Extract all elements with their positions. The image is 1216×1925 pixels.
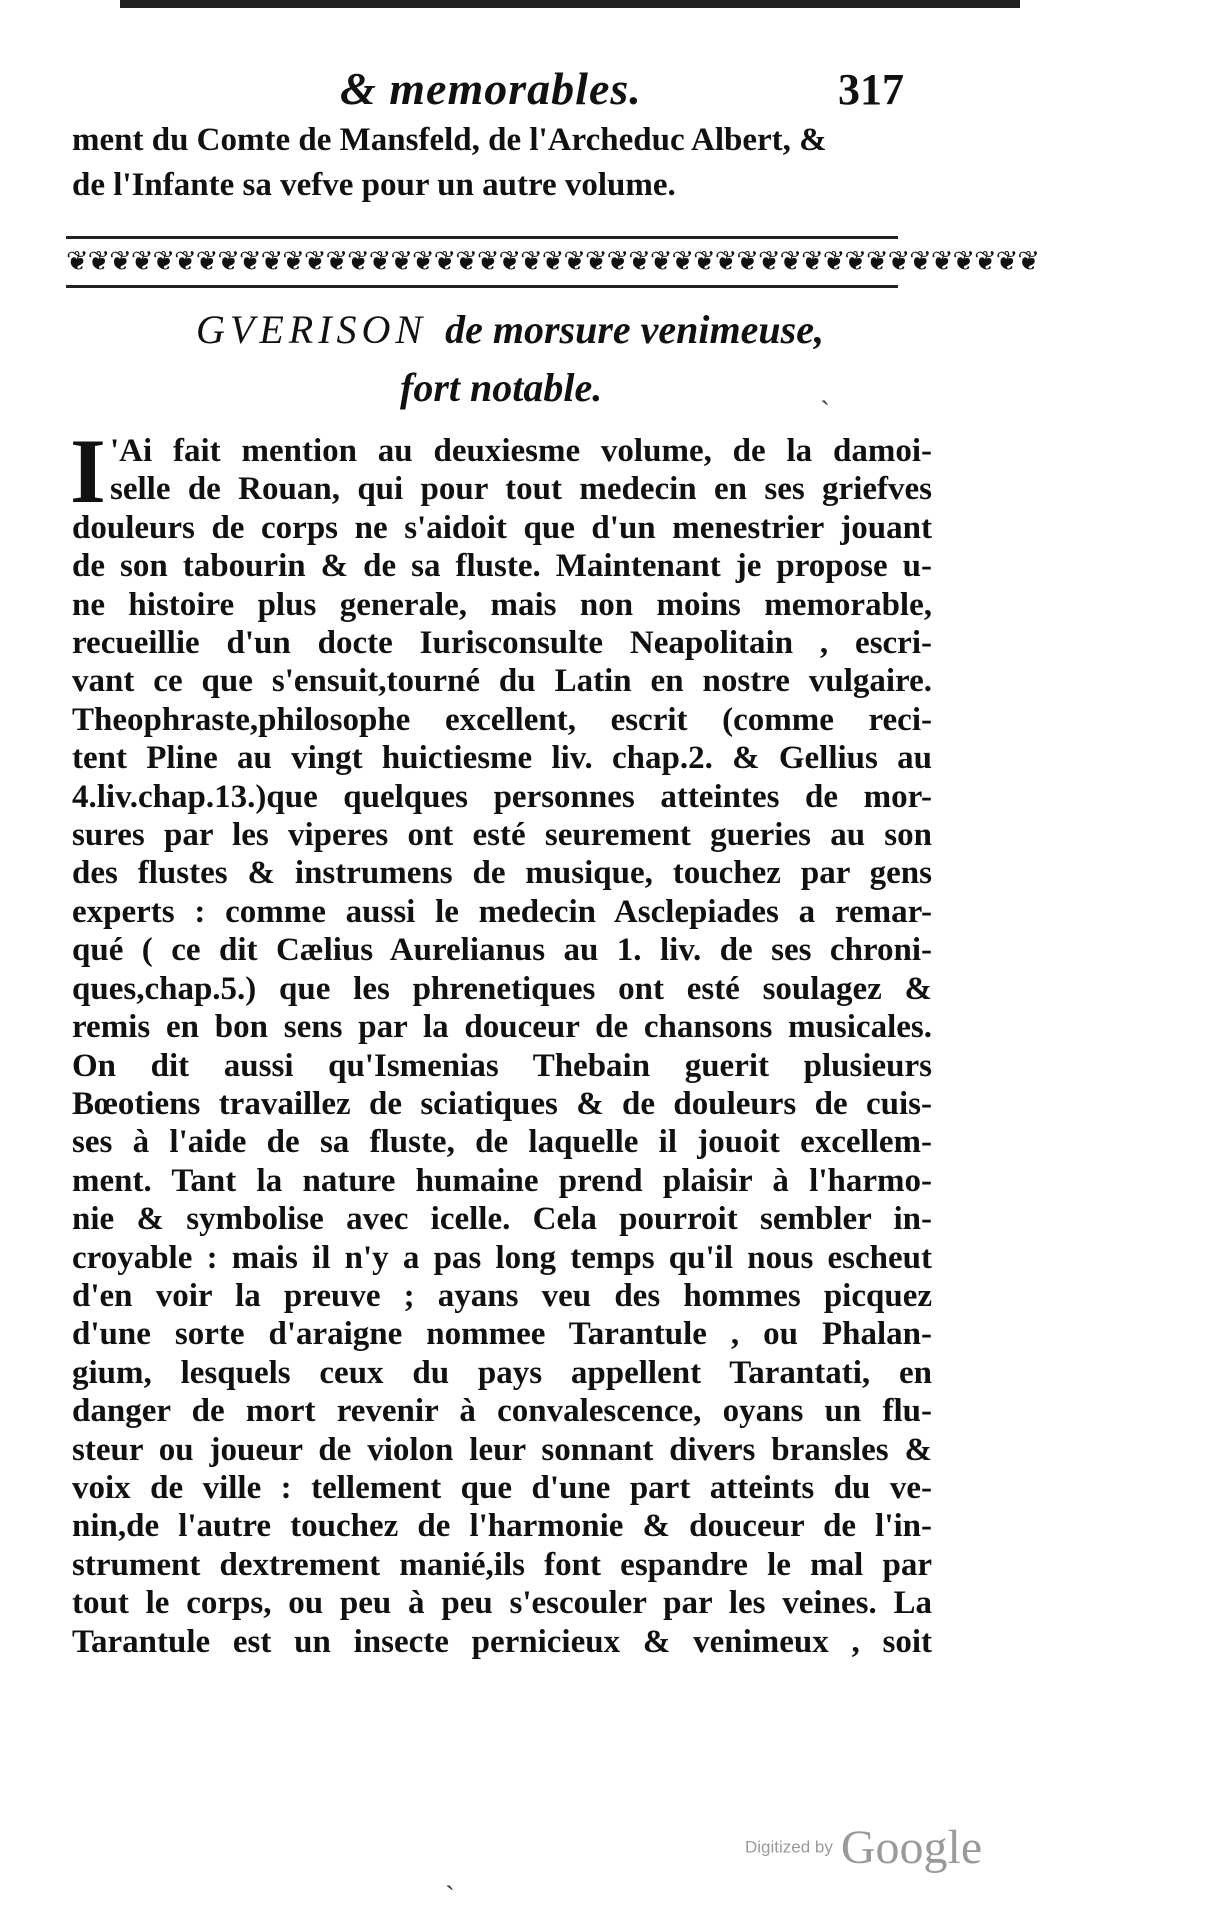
text-line: On dit aussi qu'Ismenias Thebain guerit plusieurs xyxy=(72,1047,932,1084)
text-line: des flustes & instrumens de musique, touchez par gens xyxy=(72,855,932,892)
text-line: ques,chap.5.) que les phrenetiques ont esté soulagez & xyxy=(72,970,932,1007)
text-line: ment. Tant la nature humaine prend plaisir à l'harmo- xyxy=(72,1162,932,1199)
decorative-ornament-band: ❦❦❦❦❦❦❦❦❦❦❦❦❦❦❦❦❦❦❦❦❦❦❦❦❦❦❦❦❦❦❦❦❦❦❦❦❦❦❦❦❦❦❦❦❦ xyxy=(66,236,898,288)
text-line: de son tabourin & de sa fluste. Maintenant je propose u- xyxy=(72,548,932,585)
page-header xyxy=(0,62,1216,126)
text-line: vant ce que s'ensuit,tourné du Latin en nostre vulgaire. xyxy=(72,663,932,700)
text-line: croyable : mais il n'y a pas long temps qu'il nous escheut xyxy=(72,1239,932,1276)
continued-paragraph xyxy=(72,118,932,208)
text-line: experts : comme aussi le medecin Asclepiades a remar- xyxy=(72,893,932,930)
text-line: ne histoire plus generale, mais non moins memorable, xyxy=(72,586,932,623)
text-line: nie & symbolise avec icelle. Cela pourroit sembler in- xyxy=(72,1201,932,1238)
text-line: remis en bon sens par la douceur de chansons musicales. xyxy=(72,1009,932,1046)
title-line-2: fort notable. xyxy=(400,365,603,410)
google-logo: Google xyxy=(840,1821,983,1874)
text-line: recueillie d'un docte Iurisconsulte Neapolitain , escri- xyxy=(72,625,932,662)
text-line: Tarantule est un insecte pernicieux & venimeux , soit xyxy=(72,1623,932,1660)
digitized-watermark xyxy=(745,1820,982,1875)
text-line: 'Ai fait mention au deuxiesme volume, de la damoi- xyxy=(110,433,932,469)
text-line: d'en voir la preuve ; ayans veu des hommes picquez xyxy=(72,1277,932,1314)
text-line: qué ( ce dit Cælius Aurelianus au 1. liv. de ses chroni- xyxy=(72,932,932,969)
text-line: strument dextrement manié,ils font espandre le mal par xyxy=(72,1546,932,1583)
text-line: d'une sorte d'araigne nommee Tarantule , ou Phalan- xyxy=(72,1316,932,1353)
text-line: douleurs de corps ne s'aidoit que d'un menestrier jouant xyxy=(72,509,932,546)
text-line: gium, lesquels ceux du pays appellent Tarantati, en xyxy=(72,1354,932,1391)
text-line: 4.liv.chap.13.)que quelques personnes atteintes de mor- xyxy=(72,778,932,815)
title-italic: de morsure venimeuse, xyxy=(445,307,824,352)
text-line: tent Pline au vingt huictiesme liv. chap.2. & Gellius au xyxy=(72,740,932,777)
text-line: steur ou joueur de violon leur sonnant divers bransles & xyxy=(72,1431,932,1468)
body-paragraph xyxy=(72,432,932,1661)
text-line: nin,de l'autre touchez de l'harmonie & douceur de l'in- xyxy=(72,1508,932,1545)
text-line: ment du Comte de Mansfeld, de l'Archeduc Albert, & xyxy=(72,122,827,158)
page-number: 317 xyxy=(838,65,904,114)
stray-ink-mark: ˋ xyxy=(445,1880,455,1913)
text-line: sures par les viperes ont esté seurement gueries au son xyxy=(72,817,932,854)
text-line: Theophraste,philosophe excellent, escrit (comme reci- xyxy=(72,701,932,738)
top-border-rule xyxy=(120,0,1020,8)
running-title: & memorables. xyxy=(340,63,642,114)
text-line: voix de ville : tellement que d'une part atteints du ve- xyxy=(72,1469,932,1506)
watermark-prefix: Digitized by xyxy=(745,1837,833,1857)
drop-cap: I xyxy=(70,420,106,522)
text-line: selle de Rouan, qui pour tout medecin en ses griefves xyxy=(110,471,932,508)
title-line-1 xyxy=(196,300,824,360)
text-line: danger de mort revenir à convalescence, oyans un flu- xyxy=(72,1393,932,1430)
text-line: ses à l'aide de sa fluste, de laquelle il jouoit excellem- xyxy=(72,1124,932,1161)
title-caps: GVERISON xyxy=(196,307,428,352)
text-line: tout le corps, ou peu à peu s'escouler par les veines. La xyxy=(72,1585,932,1622)
stray-ink-mark: ˋ xyxy=(820,395,830,428)
text-line: de l'Infante sa vefve pour un autre volume. xyxy=(72,167,676,203)
text-line: Bœotiens travaillez de sciatiques & de douleurs de cuis- xyxy=(72,1085,932,1122)
